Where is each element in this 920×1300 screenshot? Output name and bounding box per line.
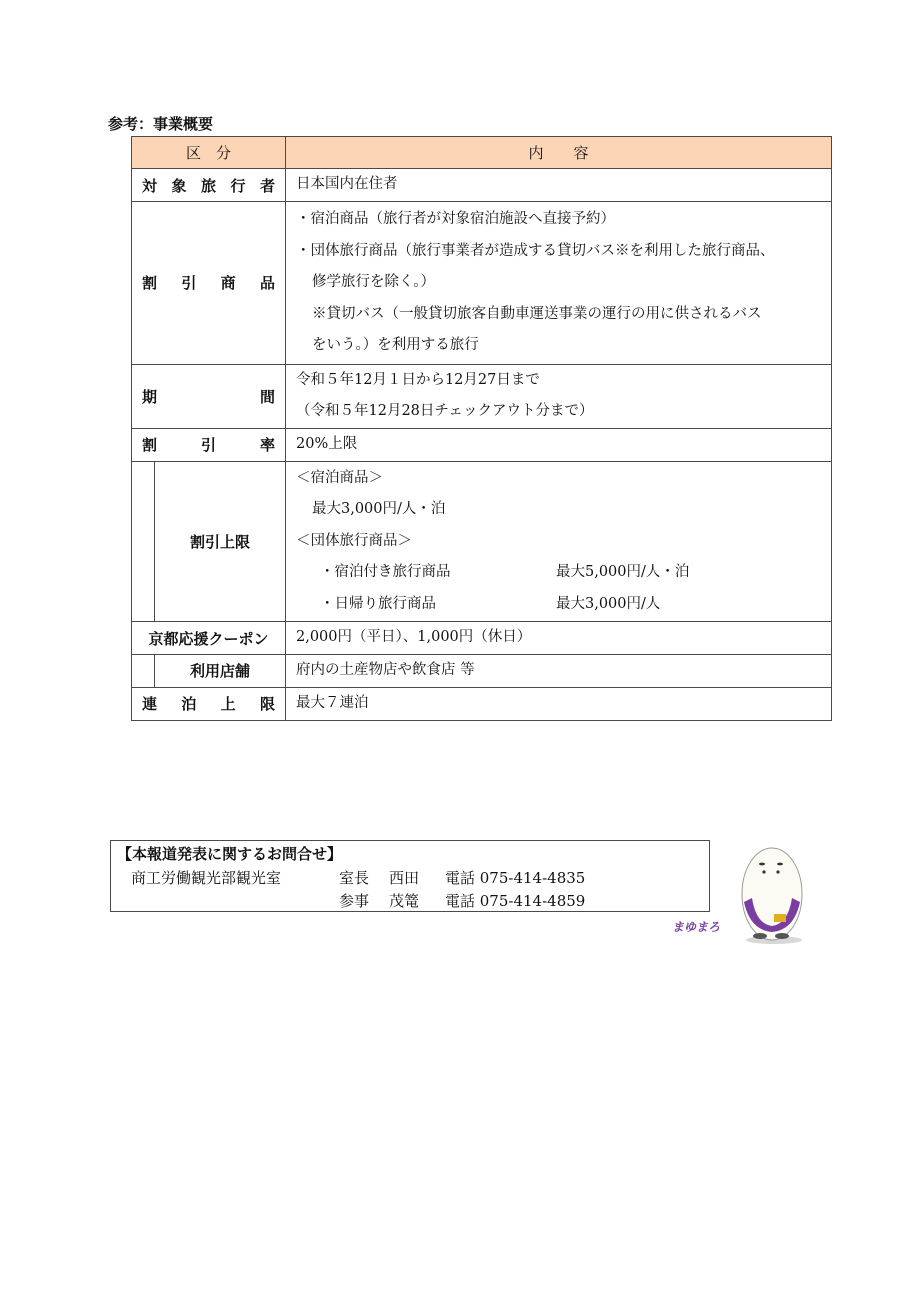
label-char: 品 [259,274,275,293]
period-line-1: 令和５年12月１日から12月27日まで [296,371,540,388]
mascot-foot-right [775,933,789,939]
table-header-row [132,137,832,169]
row-products [132,202,832,365]
products-line-1: ・宿泊商品（旅行者が対象宿泊施設へ直接予約） [296,211,615,227]
mascot-eye-right [776,870,779,873]
limit-group-item-value: 最大3,000円/人 [556,595,661,612]
section-title: 参考：事業概要 [108,115,214,133]
mascot-eye-left [762,870,765,873]
limit-stay-value: 最大3,000円/人・泊 [312,501,446,517]
contact-box [110,840,710,912]
row-rate [132,428,832,461]
contact-role: 参事 [339,892,370,910]
label-char: 者 [259,176,275,195]
label-char: 割 [142,436,158,454]
row-coupon [132,622,832,655]
label-char: 割 [142,274,158,293]
label-char: 旅 [200,176,216,195]
row-nights [132,687,832,720]
limit-group-item [296,557,821,589]
label-char: 率 [259,436,275,454]
value-nights: 最大７連泊 [296,694,369,711]
label-rate [132,434,285,455]
value-target: 日本国内在住者 [296,176,398,193]
label-char: 上 [220,695,236,713]
contact-phone: 電話 075-414-4859 [445,892,586,910]
label-char: 行 [230,176,246,195]
label-char: 象 [171,176,187,195]
label-char: 引 [200,436,216,454]
mascot-sash [774,914,786,922]
label-char: 間 [259,387,275,406]
value-coupon: 2,000円（平日）、1,000円（休日） [296,629,532,646]
label-char: 泊 [181,695,197,713]
limit-group-item-name: ・宿泊付き旅行商品 [320,564,451,580]
label-char: 限 [259,695,275,713]
row-period [132,364,832,428]
row-target [132,169,832,202]
label-stores: 利用店舗 [155,655,286,688]
products-line-3: 修学旅行を除く。） [312,274,435,290]
products-line-4: ※貸切バス（一般貸切旅客自動車運送事業の運行の用に供されるバス [312,305,762,322]
value-stores: 府内の土産物店や飲食店 等 [296,662,475,678]
label-char: 引 [181,274,197,293]
contact-name: 西田 [389,869,420,887]
contact-name: 茂篭 [389,892,420,910]
label-char: 期 [142,387,158,406]
contact-phone: 電話 075-414-4835 [445,869,586,887]
header-content: 内 容 [286,137,832,169]
contact-title: 【本報道発表に関するお問合せ】 [117,845,343,863]
label-coupon: 京都応援クーポン [132,622,286,655]
mascot-eyebrow-left [759,863,765,866]
row-limit [132,461,832,622]
label-char: 商 [220,274,236,293]
limit-group-item [296,589,821,621]
mascot-eyebrow-right [777,863,783,866]
value-rate: 20%上限 [296,435,358,452]
label-char: 連 [142,695,158,713]
row-stores [132,655,832,688]
header-category: 区 分 [132,137,286,169]
limit-group-item-name: ・日帰り旅行商品 [320,595,436,612]
period-line-2: （令和５年12月28日チェックアウト分まで） [296,403,594,419]
label-char: 対 [142,176,158,195]
products-line-5: をいう。）を利用する旅行 [312,337,479,353]
label-limit: 割引上限 [155,461,286,622]
label-period [132,386,285,407]
limit-group-heading: ＜団体旅行商品＞ [296,532,412,549]
mascot-name-label: まゆまろ [672,920,721,934]
label-products [132,272,285,293]
contact-role: 室長 [339,869,370,887]
mayumaro-mascot-image [728,832,808,944]
label-target [132,175,285,196]
mascot-foot-left [753,933,767,939]
products-line-2: ・団体旅行商品（旅行事業者が造成する貸切バス※を利用した旅行商品、 [296,242,775,259]
limit-stay-heading: ＜宿泊商品＞ [296,469,383,486]
contact-department: 商工労働観光部観光室 [131,869,282,887]
limit-group-item-value: 最大5,000円/人・泊 [556,564,690,580]
label-nights [132,693,285,714]
business-summary-table [131,136,832,721]
